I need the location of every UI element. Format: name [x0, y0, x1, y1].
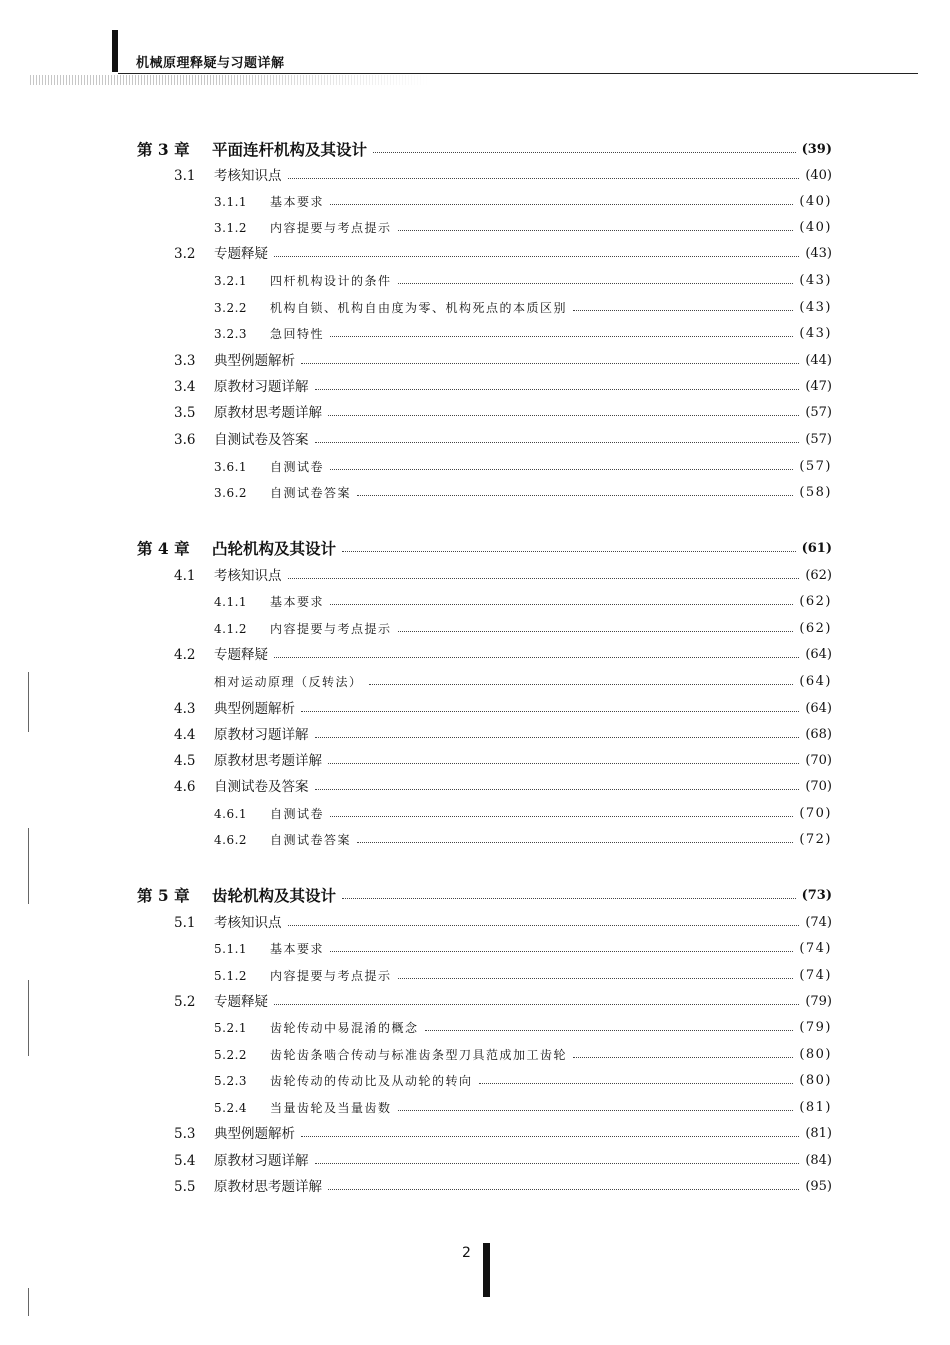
toc-entry-sub — [214, 938, 832, 960]
toc-entry-page: (40) — [805, 168, 832, 183]
page-number: 2 — [462, 1245, 471, 1261]
toc-entry-title: 四杆机构设计的条件 — [270, 274, 392, 288]
toc-entry-section — [174, 724, 832, 746]
toc-entry-title: 基本要求 — [270, 595, 325, 609]
toc-entry-section — [174, 402, 832, 424]
toc-entry-number: 4.3 — [174, 701, 196, 717]
toc-entry-number: 4.2 — [174, 647, 196, 663]
toc-entry-sub — [214, 1044, 832, 1066]
dot-leader — [398, 1110, 794, 1111]
toc-entry-page: (64) — [805, 701, 832, 716]
toc-entry-page: (40) — [799, 194, 832, 209]
toc-entry-title: 内容提要与考点提示 — [270, 969, 392, 983]
dot-leader — [369, 684, 794, 685]
toc-entry-number: 5.1.1 — [214, 942, 248, 956]
toc-entry-title: 自测试卷及答案 — [214, 432, 309, 448]
toc-entry-section — [174, 644, 832, 666]
toc-entry-title: 自测试卷及答案 — [214, 779, 309, 795]
toc-entry-title: 原教材思考题详解 — [214, 753, 322, 769]
toc-entry-page: (64) — [805, 647, 832, 662]
toc-entry-chapter — [137, 538, 832, 560]
toc-entry-title: 平面连杆机构及其设计 — [212, 140, 368, 159]
toc-entry-title: 考核知识点 — [214, 915, 282, 931]
toc-entry-title: 原教材习题详解 — [214, 727, 309, 743]
toc-entry-page: (44) — [805, 353, 832, 368]
toc-entry-section — [174, 1176, 832, 1198]
dot-leader — [342, 551, 796, 552]
toc-entry-title: 齿轮传动的传动比及从动轮的转向 — [270, 1074, 473, 1088]
toc-entry-number: 5.1.2 — [214, 969, 248, 983]
margin-mark — [28, 828, 29, 904]
dot-leader — [301, 1136, 799, 1137]
toc-entry-title: 当量齿轮及当量齿数 — [270, 1101, 392, 1115]
toc-entry-page: (79) — [799, 1020, 832, 1035]
toc-entry-number: 5.2 — [174, 994, 196, 1010]
toc-entry-section — [174, 912, 832, 934]
toc-entry-title: 典型例题解析 — [214, 1126, 295, 1142]
toc-entry-title: 原教材习题详解 — [214, 379, 309, 395]
dot-leader — [330, 469, 793, 470]
toc-entry-number: 5.2.2 — [214, 1048, 248, 1062]
toc-entry-number: 5.1 — [174, 915, 196, 931]
toc-entry-sub — [214, 456, 832, 478]
toc-entry-page: (40) — [799, 220, 832, 235]
toc-entry-number: 3.1.2 — [214, 221, 248, 235]
toc-entry-sub — [214, 270, 832, 292]
toc-entry-number: 4.1.2 — [214, 622, 248, 636]
toc-entry-number: 4.6 — [174, 779, 196, 795]
dot-leader — [330, 604, 793, 605]
toc-entry-number: 3.2.3 — [214, 327, 248, 341]
toc-entry-section — [174, 243, 832, 265]
toc-entry-page: (58) — [799, 485, 832, 500]
toc-entry-sub — [214, 482, 832, 504]
toc-entry-number: 5.5 — [174, 1179, 196, 1195]
toc-entry-title: 基本要求 — [270, 195, 325, 209]
toc-entry-sub — [214, 297, 832, 319]
dot-leader — [274, 1004, 799, 1005]
toc-entry-sub — [214, 829, 832, 851]
toc-entry-title: 自测试卷答案 — [270, 833, 352, 847]
toc-entry-sub — [214, 323, 832, 345]
toc-entry-sub — [214, 1017, 832, 1039]
header-rule — [118, 73, 918, 74]
toc-entry-section — [174, 991, 832, 1013]
toc-entry-title: 相对运动原理（反转法） — [214, 675, 363, 689]
toc-entry-number: 4.6.2 — [214, 833, 248, 847]
dot-leader — [573, 1057, 793, 1058]
toc-entry-page: (64) — [799, 674, 832, 689]
toc-entry-number: 3.3 — [174, 353, 196, 369]
toc-entry-title: 凸轮机构及其设计 — [212, 539, 337, 558]
toc-entry-number: 3.6.2 — [214, 486, 248, 500]
toc-entry-title: 专题释疑 — [214, 994, 268, 1010]
toc-entry-title: 专题释疑 — [214, 246, 268, 262]
toc-entry-title: 内容提要与考点提示 — [270, 221, 392, 235]
toc-entry-page: (57) — [805, 432, 832, 447]
dot-leader — [328, 1189, 799, 1190]
running-header-title: 机械原理释疑与习题详解 — [136, 56, 285, 71]
toc-entry-number: 4.6.1 — [214, 807, 248, 821]
toc-entry-title: 典型例题解析 — [214, 353, 295, 369]
toc-entry-title: 自测试卷 — [270, 460, 325, 474]
toc-entry-page: (84) — [805, 1153, 832, 1168]
toc-entry-number: 第 4 章 — [137, 539, 190, 558]
toc-entry-sub — [214, 1070, 832, 1092]
toc-entry-page: (70) — [805, 779, 832, 794]
dot-leader — [288, 578, 800, 579]
toc-entry-page: (72) — [799, 832, 832, 847]
toc-entry-section — [174, 698, 832, 720]
toc-entry-sub — [214, 1097, 832, 1119]
toc-entry-title: 齿轮齿条啮合传动与标准齿条型刀具范成加工齿轮 — [270, 1048, 568, 1062]
toc-entry-page: (68) — [805, 727, 832, 742]
toc-entry-number: 5.2.4 — [214, 1101, 248, 1115]
toc-entry-section — [174, 376, 832, 398]
footer-bar — [483, 1243, 490, 1297]
dot-leader — [398, 978, 794, 979]
toc-entry-number: 3.4 — [174, 379, 196, 395]
toc-entry-number: 3.6.1 — [214, 460, 248, 474]
dot-leader — [315, 1163, 800, 1164]
toc-entry-page: (62) — [799, 594, 832, 609]
toc-entry-page: (79) — [805, 994, 832, 1009]
toc-entry-title: 专题释疑 — [214, 647, 268, 663]
toc-entry-title: 自测试卷答案 — [270, 486, 352, 500]
toc-entry-page: (74) — [799, 941, 832, 956]
toc-entry-page: (73) — [801, 888, 832, 903]
dot-leader — [274, 256, 799, 257]
toc-entry-title: 考核知识点 — [214, 568, 282, 584]
toc-entry-page: (74) — [799, 968, 832, 983]
header-bar — [112, 30, 118, 72]
toc-entry-title: 齿轮传动中易混淆的概念 — [270, 1021, 419, 1035]
toc-entry-number: 5.3 — [174, 1126, 196, 1142]
toc-entry-number: 4.1.1 — [214, 595, 248, 609]
margin-mark — [28, 1288, 29, 1316]
toc-entry-number: 5.2.1 — [214, 1021, 248, 1035]
toc-entry-page: (62) — [805, 568, 832, 583]
toc-entry-number: 3.2.1 — [214, 274, 248, 288]
toc-entry-title: 原教材习题详解 — [214, 1153, 309, 1169]
toc-entry-sub — [214, 591, 832, 613]
toc-entry-page: (47) — [805, 379, 832, 394]
toc-entry-title: 内容提要与考点提示 — [270, 622, 392, 636]
toc-entry-title: 自测试卷 — [270, 807, 325, 821]
dot-leader — [425, 1030, 794, 1031]
dot-leader — [301, 711, 799, 712]
dot-leader — [398, 283, 794, 284]
toc-entry-number: 4.1 — [174, 568, 196, 584]
toc-entry-chapter — [137, 139, 832, 161]
toc-entry-title: 齿轮机构及其设计 — [212, 886, 337, 905]
toc-entry-sub — [214, 191, 832, 213]
toc-entry-page: (62) — [799, 621, 832, 636]
toc-entry-sub — [214, 965, 832, 987]
toc-entry-section — [174, 776, 832, 798]
scan-noise — [30, 75, 430, 85]
toc-entry-page: (43) — [799, 326, 832, 341]
toc-entry-page: (70) — [805, 753, 832, 768]
toc-entry-page: (80) — [799, 1073, 832, 1088]
toc-entry-page: (39) — [801, 142, 832, 157]
toc-entry-page: (81) — [799, 1100, 832, 1115]
dot-leader — [274, 657, 799, 658]
toc-entry-title: 典型例题解析 — [214, 701, 295, 717]
toc-entry-number: 3.2.2 — [214, 301, 248, 315]
dot-leader — [315, 789, 800, 790]
toc-entry-section — [174, 165, 832, 187]
toc-entry-page: (81) — [805, 1126, 832, 1141]
toc-entry-section — [174, 350, 832, 372]
toc-entry-sub — [214, 618, 832, 640]
toc-entry-number: 3.2 — [174, 246, 196, 262]
dot-leader — [373, 152, 796, 153]
dot-leader — [330, 951, 793, 952]
dot-leader — [357, 495, 793, 496]
toc-entry-title: 原教材思考题详解 — [214, 1179, 322, 1195]
toc-entry-number: 4.5 — [174, 753, 196, 769]
toc-entry-title: 机构自锁、机构自由度为零、机构死点的本质区别 — [270, 301, 568, 315]
toc-entry-section — [174, 1150, 832, 1172]
dot-leader — [573, 310, 793, 311]
toc-entry-page: (57) — [799, 459, 832, 474]
dot-leader — [328, 763, 799, 764]
toc-entry-section — [174, 429, 832, 451]
toc-entry-plain — [214, 671, 832, 693]
toc-entry-chapter — [137, 885, 832, 907]
toc-entry-number: 第 3 章 — [137, 140, 190, 159]
toc-entry-page: (95) — [805, 1179, 832, 1194]
toc-entry-page: (61) — [801, 541, 832, 556]
toc-entry-number: 3.6 — [174, 432, 196, 448]
toc-entry-page: (74) — [805, 915, 832, 930]
toc-entry-number: 4.4 — [174, 727, 196, 743]
toc-entry-number: 3.5 — [174, 405, 196, 421]
toc-entry-page: (70) — [799, 806, 832, 821]
dot-leader — [330, 336, 793, 337]
dot-leader — [330, 204, 793, 205]
dot-leader — [398, 230, 794, 231]
dot-leader — [479, 1083, 794, 1084]
toc-entry-sub — [214, 803, 832, 825]
toc-entry-page: (80) — [799, 1047, 832, 1062]
toc-entry-page: (43) — [805, 246, 832, 261]
toc-entry-number: 5.2.3 — [214, 1074, 248, 1088]
toc-entry-number: 3.1.1 — [214, 195, 248, 209]
dot-leader — [328, 415, 799, 416]
margin-mark — [28, 672, 29, 732]
toc-entry-page: (57) — [805, 405, 832, 420]
toc-entry-title: 考核知识点 — [214, 168, 282, 184]
dot-leader — [315, 389, 800, 390]
toc-entry-number: 3.1 — [174, 168, 196, 184]
dot-leader — [398, 631, 794, 632]
toc-entry-page: (43) — [799, 300, 832, 315]
toc-entry-title: 原教材思考题详解 — [214, 405, 322, 421]
dot-leader — [288, 178, 800, 179]
toc-entry-section — [174, 750, 832, 772]
toc-entry-number: 5.4 — [174, 1153, 196, 1169]
dot-leader — [330, 816, 793, 817]
toc-entry-sub — [214, 217, 832, 239]
toc-entry-section — [174, 565, 832, 587]
toc-entry-title: 基本要求 — [270, 942, 325, 956]
dot-leader — [301, 363, 799, 364]
dot-leader — [315, 442, 800, 443]
toc-entry-section — [174, 1123, 832, 1145]
toc-entry-title: 急回特性 — [270, 327, 325, 341]
margin-mark — [28, 980, 29, 1056]
toc-entry-page: (43) — [799, 273, 832, 288]
dot-leader — [315, 737, 800, 738]
dot-leader — [288, 925, 800, 926]
toc-entry-number: 第 5 章 — [137, 886, 190, 905]
dot-leader — [357, 842, 793, 843]
dot-leader — [342, 898, 796, 899]
